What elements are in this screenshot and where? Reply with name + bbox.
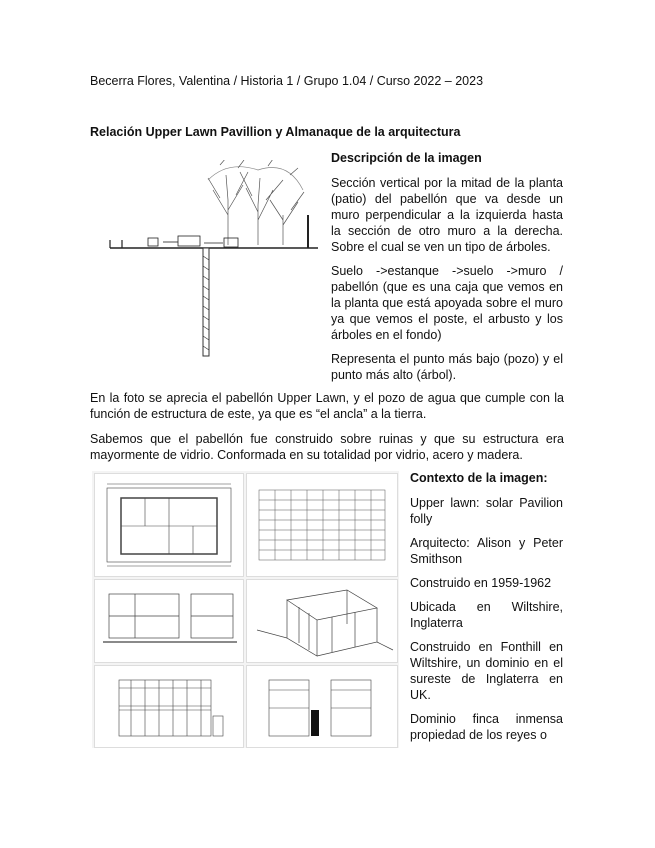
roof-plan-image	[246, 473, 398, 577]
body-paragraph-1: En la foto se aprecia el pabellón Upper Lawn, y el pozo de agua que cumple con la función de estructura de este, ya que es “el ancla” a la tierra.	[90, 391, 564, 421]
description-heading: Descripción de la imagen	[331, 151, 482, 165]
document-header: Becerra Flores, Valentina / Historia 1 / Grupo 1.04 / Curso 2022 – 2023	[90, 74, 484, 88]
elevation-side-image	[246, 665, 398, 748]
plans-image-grid	[92, 471, 399, 748]
floor-plan-svg	[95, 474, 243, 576]
elevation-front-image	[94, 665, 244, 748]
context-item: Construido en 1959-1962	[410, 576, 552, 590]
context-item: Upper lawn: solar Pavilion folly	[410, 496, 563, 526]
context-item: Construido en Fonthill en Wiltshire, un dominio en el sureste de Inglaterra en UK.	[410, 640, 563, 702]
context-item: Arquitecto: Alison y Peter Smithson	[410, 536, 563, 566]
dark-wall-mark	[311, 710, 319, 736]
elevation-side-svg	[247, 666, 397, 747]
description-paragraph-2: Suelo ->estanque ->suelo ->muro / pabellón (que es una caja que vemos en la planta que está apoyada sobre el muro ya que vemos el poste, el arbusto y los árboles en el fondo)	[331, 264, 563, 342]
section-drawing	[108, 160, 330, 362]
body-paragraph-2: Sabemos que el pabellón fue construido sobre ruinas y que su estructura era mayormente de vidrio. Conformada en su totalidad por vidrio, acero y madera.	[90, 432, 564, 462]
context-heading: Contexto de la imagen:	[410, 471, 548, 485]
elevation-front-svg	[95, 666, 243, 747]
sections-svg	[95, 580, 243, 662]
axonometric-svg	[247, 580, 397, 662]
floor-plan-image	[94, 473, 244, 577]
context-item: Ubicada en Wiltshire, Inglaterra	[410, 600, 563, 630]
axonometric-image	[246, 579, 398, 663]
sections-image	[94, 579, 244, 663]
context-item: Dominio finca inmensa propiedad de los reyes o	[410, 712, 563, 742]
context-column	[410, 470, 563, 751]
section-drawing-svg	[108, 160, 330, 362]
description-paragraph-1: Sección vertical por la mitad de la planta (patio) del pabellón que va desde un muro perpendicular a la izquierda hasta la sección de otro muro a la derecha. Sobre el cual se ven un tipo de árboles.	[331, 176, 563, 254]
description-paragraph-3: Representa el punto más bajo (pozo) y el punto más alto (árbol).	[331, 352, 563, 382]
document-title: Relación Upper Lawn Pavillion y Almanaque de la arquitectura	[90, 125, 461, 139]
roof-plan-svg	[247, 474, 397, 576]
description-column	[331, 150, 563, 391]
